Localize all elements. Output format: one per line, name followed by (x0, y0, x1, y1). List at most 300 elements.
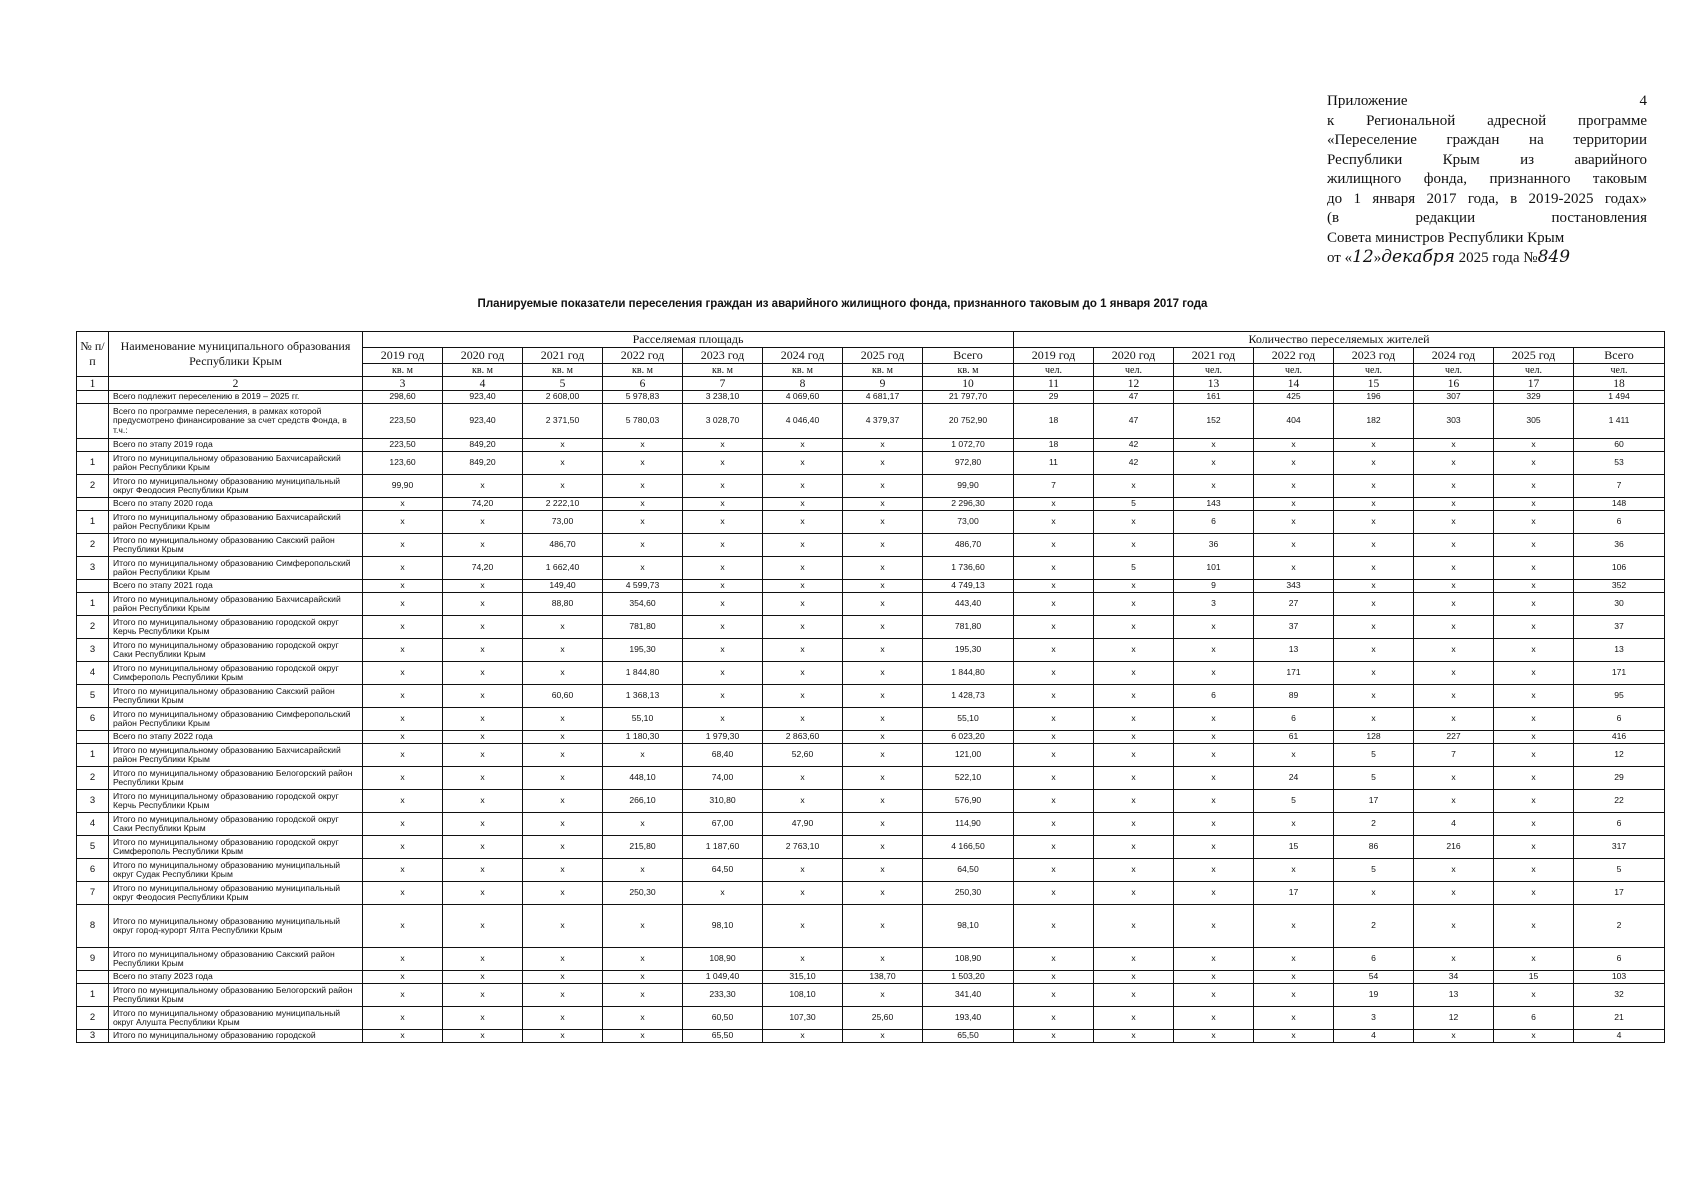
area-value: 233,30 (683, 984, 763, 1007)
people-value: x (1254, 475, 1334, 498)
area-value: x (363, 685, 443, 708)
area-value: x (843, 744, 923, 767)
people-value: 307 (1414, 391, 1494, 404)
people-value: x (1414, 790, 1494, 813)
area-value: x (603, 511, 683, 534)
people-value: x (1254, 452, 1334, 475)
area-value: 250,30 (923, 882, 1014, 905)
area-value: x (603, 439, 683, 452)
area-value: x (523, 948, 603, 971)
area-value: x (763, 498, 843, 511)
people-value: x (1014, 882, 1094, 905)
area-value: 73,00 (923, 511, 1014, 534)
area-value: x (523, 452, 603, 475)
area-value: 266,10 (603, 790, 683, 813)
table-row (77, 439, 1665, 452)
people-value: 61 (1254, 731, 1334, 744)
municipality-name: Итого по муниципальному образованию городской округ Саки Республики Крым (109, 639, 363, 662)
date-month-handwritten: декабря (1381, 247, 1455, 267)
unit-header: чел. (1414, 364, 1494, 377)
area-value: x (363, 948, 443, 971)
area-value: x (763, 580, 843, 593)
area-value: x (763, 593, 843, 616)
people-value: 182 (1334, 404, 1414, 439)
people-value: x (1334, 580, 1414, 593)
resettlement-table (76, 331, 1665, 1043)
area-value: x (603, 534, 683, 557)
row-number: 6 (77, 708, 109, 731)
year-header: 2021 год (523, 348, 603, 364)
people-value: x (1414, 1030, 1494, 1043)
area-value: x (363, 744, 443, 767)
people-value: x (1014, 580, 1094, 593)
table-row (77, 593, 1665, 616)
people-value: x (1174, 662, 1254, 685)
date-prefix: от « (1327, 250, 1353, 266)
people-value: 6 (1174, 685, 1254, 708)
municipality-name: Итого по муниципальному образованию Сакский район Республики Крым (109, 534, 363, 557)
year-header: Всего (923, 348, 1014, 364)
area-value: x (443, 836, 523, 859)
area-value: x (603, 948, 683, 971)
area-value: 781,80 (923, 616, 1014, 639)
people-value: x (1494, 593, 1574, 616)
municipality-name: Итого по муниципальному образованию Симферопольский район Республики Крым (109, 557, 363, 580)
people-value: x (1094, 475, 1174, 498)
unit-header: кв. м (443, 364, 523, 377)
area-value: 108,90 (683, 948, 763, 971)
people-value: x (1014, 836, 1094, 859)
row-number: 3 (77, 639, 109, 662)
area-value: x (363, 498, 443, 511)
row-number: 8 (77, 905, 109, 948)
unit-header: чел. (1254, 364, 1334, 377)
people-value: 6 (1574, 511, 1665, 534)
area-value: 3 238,10 (683, 391, 763, 404)
people-value: 17 (1334, 790, 1414, 813)
area-value: x (763, 511, 843, 534)
area-value: x (363, 580, 443, 593)
area-value: x (843, 498, 923, 511)
people-value: 18 (1014, 404, 1094, 439)
people-value: x (1174, 767, 1254, 790)
area-value: x (523, 475, 603, 498)
area-value: x (443, 1007, 523, 1030)
people-value: 13 (1254, 639, 1334, 662)
area-value: x (683, 580, 763, 593)
area-value: 108,90 (923, 948, 1014, 971)
area-value: x (443, 984, 523, 1007)
people-value: 101 (1174, 557, 1254, 580)
unit-header: кв. м (763, 364, 843, 377)
area-value: 223,50 (363, 404, 443, 439)
area-value: 486,70 (923, 534, 1014, 557)
area-value: x (603, 452, 683, 475)
people-value: x (1014, 534, 1094, 557)
municipality-name: Итого по муниципальному образованию Бахчисарайский район Республики Крым (109, 744, 363, 767)
area-value: x (523, 439, 603, 452)
area-value: x (603, 475, 683, 498)
people-value: x (1414, 439, 1494, 452)
area-value: x (443, 744, 523, 767)
municipality-name: Итого по муниципальному образованию муниципальный округ Феодосия Республики Крым (109, 882, 363, 905)
people-value: x (1414, 708, 1494, 731)
row-number: 5 (77, 836, 109, 859)
area-value: x (603, 1007, 683, 1030)
people-value: 2 (1574, 905, 1665, 948)
people-value: x (1254, 859, 1334, 882)
unit-header: кв. м (923, 364, 1014, 377)
area-value: x (443, 859, 523, 882)
people-value: x (1174, 639, 1254, 662)
area-value: x (443, 662, 523, 685)
municipality-name: Итого по муниципальному образованию Симферопольский район Республики Крым (109, 708, 363, 731)
row-number (77, 971, 109, 984)
people-value: 171 (1574, 662, 1665, 685)
area-value: 193,40 (923, 1007, 1014, 1030)
people-value: x (1494, 475, 1574, 498)
area-value: 2 608,00 (523, 391, 603, 404)
people-value: x (1414, 580, 1494, 593)
people-value: 37 (1254, 616, 1334, 639)
area-value: 4 166,50 (923, 836, 1014, 859)
area-value: 923,40 (443, 404, 523, 439)
area-value: 448,10 (603, 767, 683, 790)
people-value: 36 (1574, 534, 1665, 557)
people-value: x (1414, 452, 1494, 475)
people-value: x (1334, 534, 1414, 557)
table-row (77, 813, 1665, 836)
group-header-area: Расселяемая площадь (363, 332, 1014, 348)
table-row (77, 452, 1665, 475)
people-value: x (1094, 511, 1174, 534)
area-value: 6 023,20 (923, 731, 1014, 744)
people-value: x (1094, 534, 1174, 557)
people-value: x (1014, 971, 1094, 984)
year-header: 2025 год (843, 348, 923, 364)
area-value: 972,80 (923, 452, 1014, 475)
people-value: 5 (1574, 859, 1665, 882)
people-value: x (1094, 948, 1174, 971)
people-value: 4 (1414, 813, 1494, 836)
people-value: 416 (1574, 731, 1665, 744)
people-value: 29 (1014, 391, 1094, 404)
area-value: x (443, 708, 523, 731)
area-value: x (523, 744, 603, 767)
people-value: x (1174, 790, 1254, 813)
area-value: 250,30 (603, 882, 683, 905)
column-number: 16 (1414, 377, 1494, 391)
people-value: 343 (1254, 580, 1334, 593)
row-number: 7 (77, 882, 109, 905)
area-value: x (363, 813, 443, 836)
people-value: 7 (1574, 475, 1665, 498)
area-value: x (363, 859, 443, 882)
area-value: x (523, 616, 603, 639)
area-value: x (363, 731, 443, 744)
area-value: 25,60 (843, 1007, 923, 1030)
area-value: x (363, 1030, 443, 1043)
area-value: 98,10 (923, 905, 1014, 948)
area-value: x (683, 882, 763, 905)
area-value: 1 187,60 (683, 836, 763, 859)
row-number: 2 (77, 616, 109, 639)
table-row (77, 391, 1665, 404)
municipality-name: Итого по муниципальному образованию Бахчисарайский район Республики Крым (109, 593, 363, 616)
people-value: x (1014, 948, 1094, 971)
people-value: x (1094, 685, 1174, 708)
people-value: 305 (1494, 404, 1574, 439)
area-value: 923,40 (443, 391, 523, 404)
appendix-line: жилищного фонда, признанного таковым (1327, 171, 1647, 187)
area-value: x (763, 475, 843, 498)
area-value: x (523, 767, 603, 790)
people-value: x (1494, 984, 1574, 1007)
area-value: x (523, 882, 603, 905)
area-value: x (763, 1030, 843, 1043)
people-value: 12 (1574, 744, 1665, 767)
year-header: 2019 год (1014, 348, 1094, 364)
people-value: 103 (1574, 971, 1665, 984)
area-value: x (763, 708, 843, 731)
people-value: 36 (1174, 534, 1254, 557)
area-value: x (843, 593, 923, 616)
people-value: 303 (1414, 404, 1494, 439)
people-value: 171 (1254, 662, 1334, 685)
people-value: x (1414, 475, 1494, 498)
row-number: 3 (77, 1030, 109, 1043)
row-number (77, 404, 109, 439)
people-value: 161 (1174, 391, 1254, 404)
people-value: x (1014, 813, 1094, 836)
people-value: x (1494, 790, 1574, 813)
people-value: 17 (1574, 882, 1665, 905)
people-value: 42 (1094, 452, 1174, 475)
area-value: x (843, 813, 923, 836)
area-value: 4 749,13 (923, 580, 1014, 593)
area-value: x (523, 984, 603, 1007)
unit-header: кв. м (683, 364, 763, 377)
people-value: x (1414, 859, 1494, 882)
row-number: 3 (77, 557, 109, 580)
area-value: 1 844,80 (923, 662, 1014, 685)
people-value: x (1174, 971, 1254, 984)
people-value: x (1174, 452, 1254, 475)
column-number: 4 (443, 377, 523, 391)
people-value: x (1494, 859, 1574, 882)
row-number: 1 (77, 744, 109, 767)
area-value: 2 371,50 (523, 404, 603, 439)
people-value: 15 (1494, 971, 1574, 984)
appendix-line: до 1 января 2017 года, в 2019-2025 годах» (1327, 190, 1647, 207)
people-value: x (1254, 1030, 1334, 1043)
area-value: 21 797,70 (923, 391, 1014, 404)
date-mid: » (1373, 250, 1382, 266)
people-value: x (1094, 836, 1174, 859)
area-value: 74,20 (443, 498, 523, 511)
area-value: 2 296,30 (923, 498, 1014, 511)
people-value: x (1494, 767, 1574, 790)
area-value: x (443, 948, 523, 971)
people-value: x (1094, 790, 1174, 813)
people-value: x (1094, 882, 1174, 905)
area-value: x (443, 511, 523, 534)
people-value: 227 (1414, 731, 1494, 744)
people-value: x (1494, 511, 1574, 534)
people-value: 425 (1254, 391, 1334, 404)
people-value: x (1174, 882, 1254, 905)
people-value: x (1094, 616, 1174, 639)
people-value: x (1014, 1030, 1094, 1043)
area-value: x (843, 882, 923, 905)
unit-header: чел. (1334, 364, 1414, 377)
area-value: x (523, 859, 603, 882)
area-value: x (603, 905, 683, 948)
people-value: 329 (1494, 391, 1574, 404)
area-value: 65,50 (683, 1030, 763, 1043)
people-value: x (1094, 662, 1174, 685)
people-value: x (1494, 557, 1574, 580)
table-row (77, 1030, 1665, 1043)
area-value: 195,30 (603, 639, 683, 662)
area-value: x (763, 882, 843, 905)
table-row (77, 767, 1665, 790)
area-value: 121,00 (923, 744, 1014, 767)
year-header: 2024 год (1414, 348, 1494, 364)
municipality-name: Всего по программе переселения, в рамках которой предусмотрено финансирование за счет средств Фонда, в т.ч.: (109, 404, 363, 439)
area-value: 64,50 (923, 859, 1014, 882)
municipality-name: Итого по муниципальному образованию Бахчисарайский район Республики Крым (109, 511, 363, 534)
people-value: 30 (1574, 593, 1665, 616)
people-value: 18 (1014, 439, 1094, 452)
people-value: 42 (1094, 439, 1174, 452)
area-value: x (763, 790, 843, 813)
row-number (77, 731, 109, 744)
people-value: x (1414, 593, 1494, 616)
area-value: x (523, 905, 603, 948)
appendix-line: Республики Крым из аварийного (1327, 151, 1647, 168)
people-value: x (1174, 984, 1254, 1007)
people-value: x (1014, 616, 1094, 639)
people-value: x (1334, 685, 1414, 708)
people-value: x (1414, 767, 1494, 790)
year-header: 2023 год (1334, 348, 1414, 364)
area-value: 310,80 (683, 790, 763, 813)
area-value: x (763, 557, 843, 580)
area-value: 65,50 (923, 1030, 1014, 1043)
table-row (77, 662, 1665, 685)
area-value: 443,40 (923, 593, 1014, 616)
area-value: x (843, 439, 923, 452)
people-value: 404 (1254, 404, 1334, 439)
area-value: x (683, 498, 763, 511)
area-value: 60,50 (683, 1007, 763, 1030)
area-value: 98,10 (683, 905, 763, 948)
area-value: 195,30 (923, 639, 1014, 662)
appendix-line: (в редакции постановления (1327, 210, 1647, 226)
year-header: 2022 год (603, 348, 683, 364)
area-value: x (603, 859, 683, 882)
people-value: x (1494, 662, 1574, 685)
people-value: x (1494, 616, 1574, 639)
people-value: x (1094, 708, 1174, 731)
area-value: x (843, 616, 923, 639)
people-value: x (1334, 452, 1414, 475)
people-value: x (1094, 984, 1174, 1007)
table-row (77, 475, 1665, 498)
area-value: x (523, 836, 603, 859)
area-value: 354,60 (603, 593, 683, 616)
area-value: x (683, 452, 763, 475)
area-value: x (443, 790, 523, 813)
people-value: 89 (1254, 685, 1334, 708)
people-value: x (1014, 498, 1094, 511)
people-value: x (1254, 971, 1334, 984)
area-value: x (363, 984, 443, 1007)
group-header-people: Количество переселяемых жителей (1014, 332, 1665, 348)
table-row (77, 616, 1665, 639)
table-row (77, 580, 1665, 593)
area-value: x (523, 731, 603, 744)
people-value: 143 (1174, 498, 1254, 511)
area-value: 64,50 (683, 859, 763, 882)
people-value: 148 (1574, 498, 1665, 511)
area-value: x (683, 593, 763, 616)
people-value: x (1414, 534, 1494, 557)
people-value: 21 (1574, 1007, 1665, 1030)
people-value: 7 (1414, 744, 1494, 767)
area-value: 4 046,40 (763, 404, 843, 439)
area-value: x (763, 439, 843, 452)
people-value: 12 (1414, 1007, 1494, 1030)
area-value: 74,00 (683, 767, 763, 790)
area-value: 114,90 (923, 813, 1014, 836)
area-value: x (843, 708, 923, 731)
table-row (77, 534, 1665, 557)
row-number: 4 (77, 813, 109, 836)
column-number: 13 (1174, 377, 1254, 391)
area-value: 1 049,40 (683, 971, 763, 984)
area-value: 4 599,73 (603, 580, 683, 593)
table-row (77, 971, 1665, 984)
people-value: 106 (1574, 557, 1665, 580)
people-value: 4 (1574, 1030, 1665, 1043)
area-value: x (363, 882, 443, 905)
people-value: x (1094, 1030, 1174, 1043)
people-value: x (1094, 813, 1174, 836)
people-value: 54 (1334, 971, 1414, 984)
row-number: 1 (77, 452, 109, 475)
area-value: x (683, 557, 763, 580)
people-value: 53 (1574, 452, 1665, 475)
municipality-name: Всего по этапу 2019 года (109, 439, 363, 452)
people-value: 5 (1334, 859, 1414, 882)
people-value: 13 (1574, 639, 1665, 662)
people-value: 2 (1334, 813, 1414, 836)
people-value: x (1414, 498, 1494, 511)
area-value: x (443, 580, 523, 593)
area-value: x (683, 662, 763, 685)
table-row (77, 1007, 1665, 1030)
area-value: x (363, 511, 443, 534)
people-value: x (1414, 882, 1494, 905)
area-value: 20 752,90 (923, 404, 1014, 439)
area-value: x (443, 882, 523, 905)
area-value: 1 180,30 (603, 731, 683, 744)
date-day-handwritten: 12 (1352, 247, 1374, 267)
area-value: x (363, 790, 443, 813)
people-value: 152 (1174, 404, 1254, 439)
